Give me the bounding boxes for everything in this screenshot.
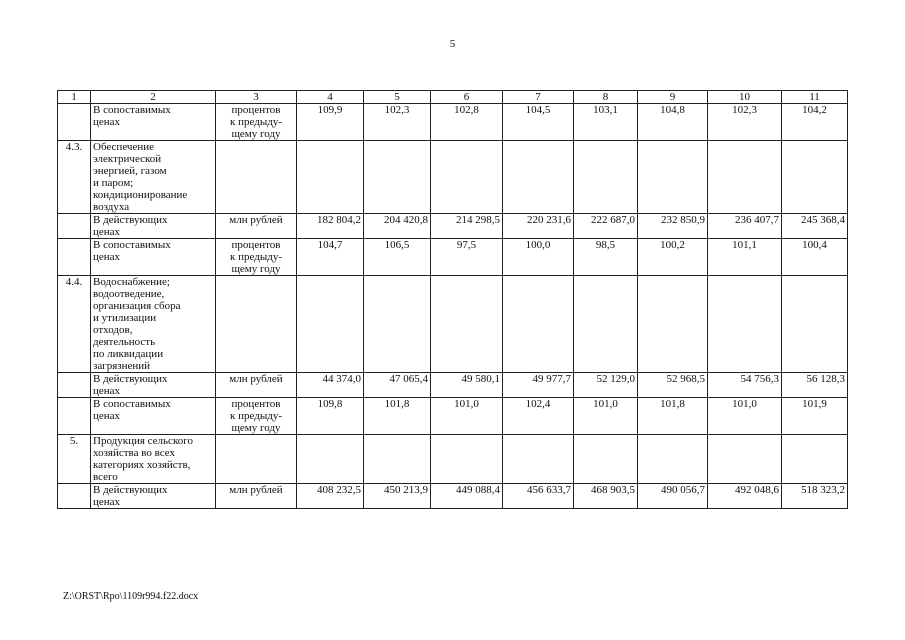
unit-cell: процентов к предыду- щему году (216, 239, 297, 276)
value-cell (782, 435, 848, 484)
value-cell: 44 374,0 (297, 373, 364, 398)
row-number-cell: 4.3. (58, 141, 91, 214)
value-cell: 492 048,6 (708, 484, 782, 509)
value-cell: 408 232,5 (297, 484, 364, 509)
value-cell (574, 141, 638, 214)
table-row (58, 214, 848, 239)
table-row (58, 373, 848, 398)
value-cell (708, 435, 782, 484)
indicator-name-cell: В действующих ценах (91, 214, 216, 239)
column-header: 8 (574, 91, 638, 104)
value-cell: 54 756,3 (708, 373, 782, 398)
table-row (58, 141, 848, 214)
table-header-row (58, 91, 848, 104)
value-cell: 449 088,4 (431, 484, 503, 509)
indicator-name-cell: В действующих ценах (91, 373, 216, 398)
value-cell: 490 056,7 (638, 484, 708, 509)
value-cell: 47 065,4 (364, 373, 431, 398)
footer-file-path: Z:\ORST\Rpo\1109r994.f22.docx (63, 591, 199, 602)
value-cell: 104,2 (782, 104, 848, 141)
table-row (58, 484, 848, 509)
value-cell (638, 276, 708, 373)
column-header: 3 (216, 91, 297, 104)
row-number-cell (58, 398, 91, 435)
value-cell (431, 435, 503, 484)
table-row (58, 239, 848, 276)
value-cell: 100,0 (503, 239, 574, 276)
indicator-name-cell: В сопоставимых ценах (91, 104, 216, 141)
value-cell: 101,0 (431, 398, 503, 435)
table-row (58, 104, 848, 141)
value-cell: 56 128,3 (782, 373, 848, 398)
column-header: 11 (782, 91, 848, 104)
value-cell: 236 407,7 (708, 214, 782, 239)
unit-cell (216, 276, 297, 373)
value-cell (503, 435, 574, 484)
value-cell: 97,5 (431, 239, 503, 276)
table-row (58, 276, 848, 373)
value-cell: 100,2 (638, 239, 708, 276)
value-cell: 101,8 (638, 398, 708, 435)
unit-cell: млн рублей (216, 214, 297, 239)
table-row (58, 435, 848, 484)
row-number-cell (58, 484, 91, 509)
unit-cell (216, 141, 297, 214)
column-header: 7 (503, 91, 574, 104)
value-cell: 518 323,2 (782, 484, 848, 509)
value-cell: 101,0 (574, 398, 638, 435)
value-cell (503, 276, 574, 373)
value-cell: 102,3 (708, 104, 782, 141)
value-cell (574, 435, 638, 484)
indicator-name-cell: В сопоставимых ценах (91, 239, 216, 276)
value-cell: 456 633,7 (503, 484, 574, 509)
column-header: 10 (708, 91, 782, 104)
value-cell: 100,4 (782, 239, 848, 276)
row-number-cell (58, 239, 91, 276)
row-number-cell: 5. (58, 435, 91, 484)
table-row (58, 398, 848, 435)
value-cell: 101,0 (708, 398, 782, 435)
indicator-name-cell: Продукция сельского хозяйства во всех категориях хозяйств, всего (91, 435, 216, 484)
column-header: 2 (91, 91, 216, 104)
value-cell: 220 231,6 (503, 214, 574, 239)
value-cell: 52 968,5 (638, 373, 708, 398)
unit-cell: процентов к предыду- щему году (216, 398, 297, 435)
value-cell (708, 276, 782, 373)
value-cell (364, 276, 431, 373)
column-header: 5 (364, 91, 431, 104)
value-cell (638, 435, 708, 484)
value-cell: 222 687,0 (574, 214, 638, 239)
unit-cell: млн рублей (216, 484, 297, 509)
unit-cell: млн рублей (216, 373, 297, 398)
value-cell: 106,5 (364, 239, 431, 276)
column-header: 4 (297, 91, 364, 104)
value-cell: 101,8 (364, 398, 431, 435)
column-header: 9 (638, 91, 708, 104)
column-header: 6 (431, 91, 503, 104)
value-cell: 109,9 (297, 104, 364, 141)
column-header: 1 (58, 91, 91, 104)
value-cell (364, 435, 431, 484)
value-cell: 103,1 (574, 104, 638, 141)
value-cell: 109,8 (297, 398, 364, 435)
unit-cell: процентов к предыду- щему году (216, 104, 297, 141)
value-cell: 102,8 (431, 104, 503, 141)
value-cell: 102,4 (503, 398, 574, 435)
row-number-cell (58, 373, 91, 398)
value-cell: 232 850,9 (638, 214, 708, 239)
row-number-cell (58, 214, 91, 239)
value-cell: 245 368,4 (782, 214, 848, 239)
value-cell (431, 276, 503, 373)
value-cell: 104,7 (297, 239, 364, 276)
indicator-name-cell: Обеспечение электрической энергией, газом и паром; кондиционирование воздуха (91, 141, 216, 214)
row-number-cell: 4.4. (58, 276, 91, 373)
value-cell (431, 141, 503, 214)
value-cell: 52 129,0 (574, 373, 638, 398)
value-cell (297, 276, 364, 373)
value-cell: 49 580,1 (431, 373, 503, 398)
value-cell: 214 298,5 (431, 214, 503, 239)
value-cell (574, 276, 638, 373)
value-cell: 102,3 (364, 104, 431, 141)
value-cell: 182 804,2 (297, 214, 364, 239)
indicator-name-cell: В сопоставимых ценах (91, 398, 216, 435)
value-cell: 104,5 (503, 104, 574, 141)
unit-cell (216, 435, 297, 484)
value-cell (782, 141, 848, 214)
value-cell: 450 213,9 (364, 484, 431, 509)
value-cell: 98,5 (574, 239, 638, 276)
value-cell (638, 141, 708, 214)
value-cell: 104,8 (638, 104, 708, 141)
value-cell (503, 141, 574, 214)
data-table (57, 90, 848, 509)
value-cell: 101,9 (782, 398, 848, 435)
value-cell: 468 903,5 (574, 484, 638, 509)
row-number-cell (58, 104, 91, 141)
page-number: 5 (449, 38, 456, 50)
value-cell (297, 141, 364, 214)
value-cell: 204 420,8 (364, 214, 431, 239)
value-cell: 49 977,7 (503, 373, 574, 398)
value-cell (782, 276, 848, 373)
indicator-name-cell: В действующих ценах (91, 484, 216, 509)
value-cell (297, 435, 364, 484)
value-cell (708, 141, 782, 214)
indicator-name-cell: Водоснабжение; водоотведение, организация сбора и утилизации отходов, деятельность по ликвидации загрязнений (91, 276, 216, 373)
value-cell (364, 141, 431, 214)
value-cell: 101,1 (708, 239, 782, 276)
